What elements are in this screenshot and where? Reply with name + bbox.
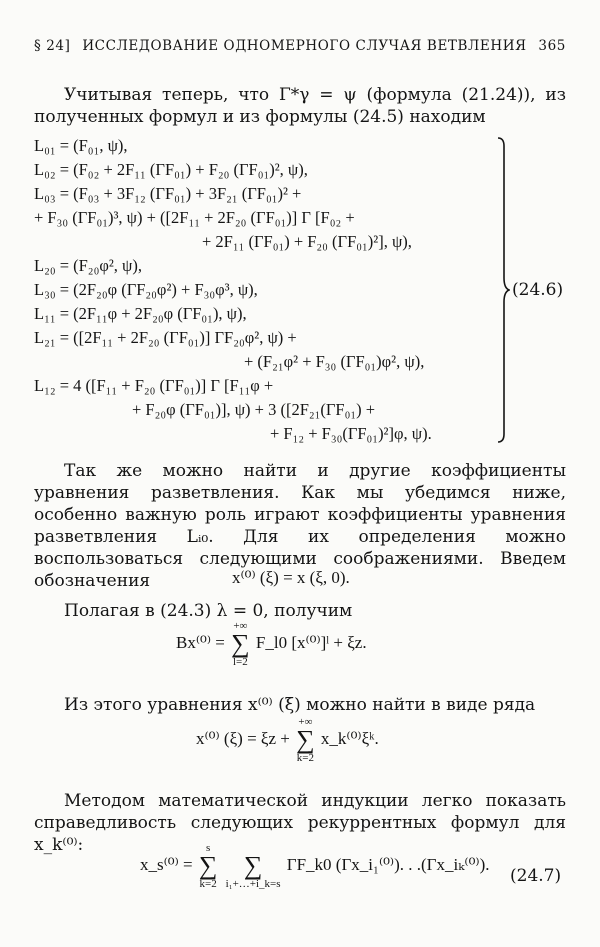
sum-lower-limit: i₁+…+i_k=s	[225, 878, 281, 890]
sum-operator-outer	[199, 842, 218, 890]
sum-upper-limit: s	[206, 842, 211, 854]
equation-line: + F₁₂ + F₃₀(ΓF₀₁)²]φ, ψ).	[270, 424, 432, 443]
equation-24-7	[140, 842, 490, 890]
sum-lower-limit: l=2	[232, 656, 248, 668]
equation-bx0	[176, 620, 367, 668]
equation-number: (24.6)	[512, 280, 564, 300]
equation-line: L₀₃ = (F₀₃ + 3F₁₂ (ΓF₀₁) + 3F₂₁ (ΓF₀₁)² +	[34, 184, 302, 203]
equation-number: (24.7)	[510, 866, 562, 886]
equation-system-24-6	[34, 134, 574, 450]
equation-line: L₂₁ = ([2F₁₁ + 2F₂₀ (ΓF₀₁)] ΓF₂₀φ², ψ) +	[34, 328, 297, 347]
eq-lhs: Bx⁽⁰⁾ =	[176, 632, 225, 652]
eq-rhs: ΓF_k0 (Γx_i₁⁽⁰⁾). . .(Γx_iₖ⁽⁰⁾).	[286, 854, 490, 874]
eq-rhs: x_k⁽⁰⁾ξᵏ.	[320, 728, 379, 748]
intro-paragraph: Учитывая теперь, что Γ*γ = ψ (формула (21.24)), из полученных формул и из формулы (24.5) находим	[34, 85, 566, 127]
section-ref: § 24]	[34, 38, 71, 54]
sum-operator	[231, 620, 250, 668]
eq-lhs: x_s⁽⁰⁾ =	[140, 854, 193, 874]
equation-line: L₃₀ = (2F₂₀φ (ΓF₂₀φ²) + F₃₀φ³, ψ),	[34, 280, 258, 299]
equation-line: L₁₂ = 4 ([F₁₁ + F₂₀ (ΓF₀₁)] Γ [F₁₁φ +	[34, 376, 274, 395]
sigma-icon: ∑	[243, 851, 263, 880]
equation-line: + F₃₀ (ΓF₀₁)³, ψ) + ([2F₁₁ + 2F₂₀ (ΓF₀₁)] Γ [F₀₂ +	[34, 208, 355, 227]
sigma-icon: ∑	[296, 725, 315, 754]
page-number: 365	[538, 38, 566, 54]
equation-line: + 2F₁₁ (ΓF₀₁) + F₂₀ (ΓF₀₁)²], ψ),	[202, 232, 412, 251]
sum-operator-inner	[226, 842, 281, 890]
header-title: ИССЛЕДОВАНИЕ ОДНОМЕРНОГО СЛУЧАЯ ВЕТВЛЕНИЯ	[82, 38, 527, 54]
equation-line: L₂₀ = (F₂₀φ², ψ),	[34, 256, 142, 275]
running-header	[34, 38, 566, 54]
sum-lower-limit: k=2	[199, 878, 217, 890]
sum-upper-limit: +∞	[233, 620, 248, 632]
sigma-icon: ∑	[198, 851, 218, 880]
equation-line: + F₂₀φ (ΓF₀₁)], ψ) + 3 ([2F₂₁(ΓF₀₁) +	[132, 400, 376, 419]
eq-rhs: F_l0 [x⁽⁰⁾]ˡ + ξz.	[255, 632, 367, 652]
eq-lhs: x⁽⁰⁾ (ξ) = ξz +	[196, 728, 290, 748]
paragraph-series: Из этого уравнения x⁽⁰⁾ (ξ) можно найти в виде ряда	[64, 695, 536, 715]
equation-line: L₀₂ = (F₀₂ + 2F₁₁ (ΓF₀₁) + F₂₀ (ΓF₀₁)², ψ),	[34, 160, 308, 179]
paragraph-coefficients: Так же можно найти и другие коэффициенты уравнения разветвления. Как мы убедимся ниже, особенно важную роль играют коэффициенты уравнения разветвления Lᵢ₀. Для их определения можно воспользоваться следующими соображениями. Введем обозначения	[34, 461, 566, 591]
sum-operator	[296, 716, 315, 764]
paragraph-lambda: Полагая в (24.3) λ = 0, получим	[64, 601, 353, 621]
equation-line: L₀₁ = (F₀₁, ψ),	[34, 136, 128, 155]
definition-equation: x⁽⁰⁾ (ξ) = x (ξ, 0).	[232, 568, 350, 587]
sigma-icon: ∑	[231, 629, 250, 658]
sum-upper-limit: +∞	[298, 716, 313, 728]
equation-line: L₁₁ = (2F₁₁φ + 2F₂₀φ (ΓF₀₁), ψ),	[34, 304, 247, 323]
paragraph-induction: Методом математической индукции легко показать справедливость следующих рекуррентных формул для x_k⁽⁰⁾:	[34, 791, 566, 855]
equation-series	[196, 716, 379, 764]
sum-lower-limit: k=2	[296, 752, 314, 764]
equation-line: + (F₂₁φ² + F₃₀ (ΓF₀₁)φ², ψ),	[244, 352, 425, 371]
right-brace	[496, 134, 510, 446]
